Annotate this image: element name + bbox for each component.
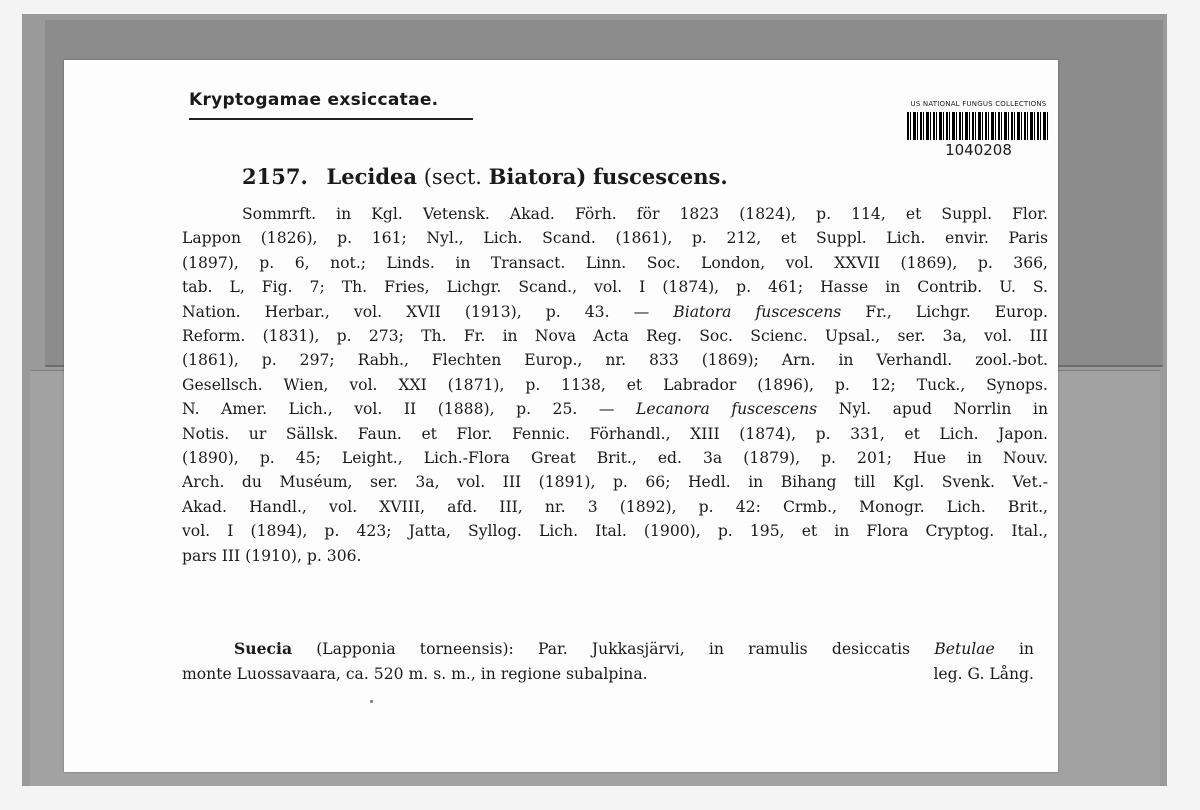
ink-speck bbox=[370, 700, 373, 703]
entry-epithet: fuscescens. bbox=[593, 164, 728, 189]
reference-line: Gesellsch. Wien, vol. XXI (1871), p. 1138, et Labrador (1896), p. 12; Tuck., Synops. bbox=[182, 375, 1048, 394]
entry-number: 2157. bbox=[242, 164, 308, 189]
reference-line: Notis. ur Sällsk. Faun. et Flor. Fennic. Förhandl., XIII (1874), p. 331, et Lich. Japon. bbox=[182, 424, 1048, 443]
entry-heading bbox=[242, 164, 728, 189]
reference-line: tab. L, Fig. 7; Th. Fries, Lichgr. Scand., vol. I (1874), p. 461; Hasse in Contrib. U. S. bbox=[182, 278, 1048, 297]
reference-text: Nation. Herbar., vol. XVII (1913), p. 43. — bbox=[182, 302, 650, 321]
reference-line: Reform. (1831), p. 273; Th. Fr. in Nova Acta Reg. Soc. Scienc. Upsal., ser. 3a, vol. III bbox=[182, 327, 1048, 346]
synonym-biatora: Biatora fuscescens bbox=[673, 302, 842, 321]
reference-line bbox=[182, 397, 1048, 421]
reference-line bbox=[182, 300, 1048, 324]
entry-section: (sect. bbox=[423, 165, 482, 189]
entry-genus: Lecidea bbox=[326, 164, 417, 189]
reference-line: Akad. Handl., vol. XVIII, afd. III, nr. 3 (1892), p. 42: Crmb., Monogr. Lich. Brit., bbox=[182, 497, 1048, 516]
reference-line: (1861), p. 297; Rabh., Flechten Europ., nr. 833 (1869); Arn. in Verhandl. zool.-bot. bbox=[182, 351, 1048, 370]
reference-line: Sommrft. in Kgl. Vetensk. Akad. Förh. för 1823 (1824), p. 114, et Suppl. Flor. bbox=[242, 205, 1048, 223]
reference-text: Nyl. apud Norrlin in bbox=[838, 400, 1048, 419]
locality-country: Suecia bbox=[234, 639, 293, 658]
reference-line: vol. I (1894), p. 423; Jatta, Syllog. Lich. Ital. (1900), p. 195, et in Flora Cryptog. Ital., bbox=[182, 522, 1048, 541]
locality-line bbox=[182, 636, 1034, 662]
locality-tail: in bbox=[1018, 640, 1034, 658]
barcode-number: 1040208 bbox=[945, 141, 1012, 159]
reference-line: pars III (1910), p. 306. bbox=[182, 546, 362, 565]
entry-section-name: Biatora) bbox=[488, 164, 587, 189]
references-block bbox=[182, 202, 1048, 568]
barcode-sticker bbox=[901, 100, 1056, 170]
specimen-label bbox=[64, 60, 1058, 772]
series-title-underline bbox=[189, 118, 473, 120]
locality-line bbox=[182, 662, 1034, 687]
locality-region: (Lapponia torneensis): Par. Jukkasjärvi, in ramulis desiccatis bbox=[316, 640, 911, 658]
barcode-icon bbox=[907, 112, 1050, 140]
locality-line2: monte Luossavaara, ca. 520 m. s. m., in regione subalpina. bbox=[182, 665, 648, 683]
series-title: Kryptogamae exsiccatae. bbox=[189, 90, 439, 110]
collector: leg. G. Lång. bbox=[933, 665, 1034, 683]
locality-block bbox=[182, 636, 1034, 687]
reference-line: (1897), p. 6, not.; Linds. in Transact. Linn. Soc. London, vol. XXVII (1869), p. 366, bbox=[182, 253, 1048, 272]
locality-host: Betulae bbox=[934, 640, 995, 658]
reference-line: (1890), p. 45; Leight., Lich.-Flora Great Brit., ed. 3a (1879), p. 201; Hue in Nouv. bbox=[182, 449, 1048, 468]
reference-line: Lappon (1826), p. 161; Nyl., Lich. Scand. (1861), p. 212, et Suppl. Lich. envir. Paris bbox=[182, 229, 1048, 248]
reference-line: Arch. du Muséum, ser. 3a, vol. III (1891), p. 66; Hedl. in Bihang till Kgl. Svenk. Vet.- bbox=[182, 473, 1048, 492]
reference-text: Fr., Lichgr. Europ. bbox=[865, 302, 1048, 321]
synonym-lecanora: Lecanora fuscescens bbox=[636, 400, 818, 419]
barcode-institution: US NATIONAL FUNGUS COLLECTIONS bbox=[910, 100, 1047, 108]
reference-text: N. Amer. Lich., vol. II (1888), p. 25. — bbox=[182, 400, 615, 419]
